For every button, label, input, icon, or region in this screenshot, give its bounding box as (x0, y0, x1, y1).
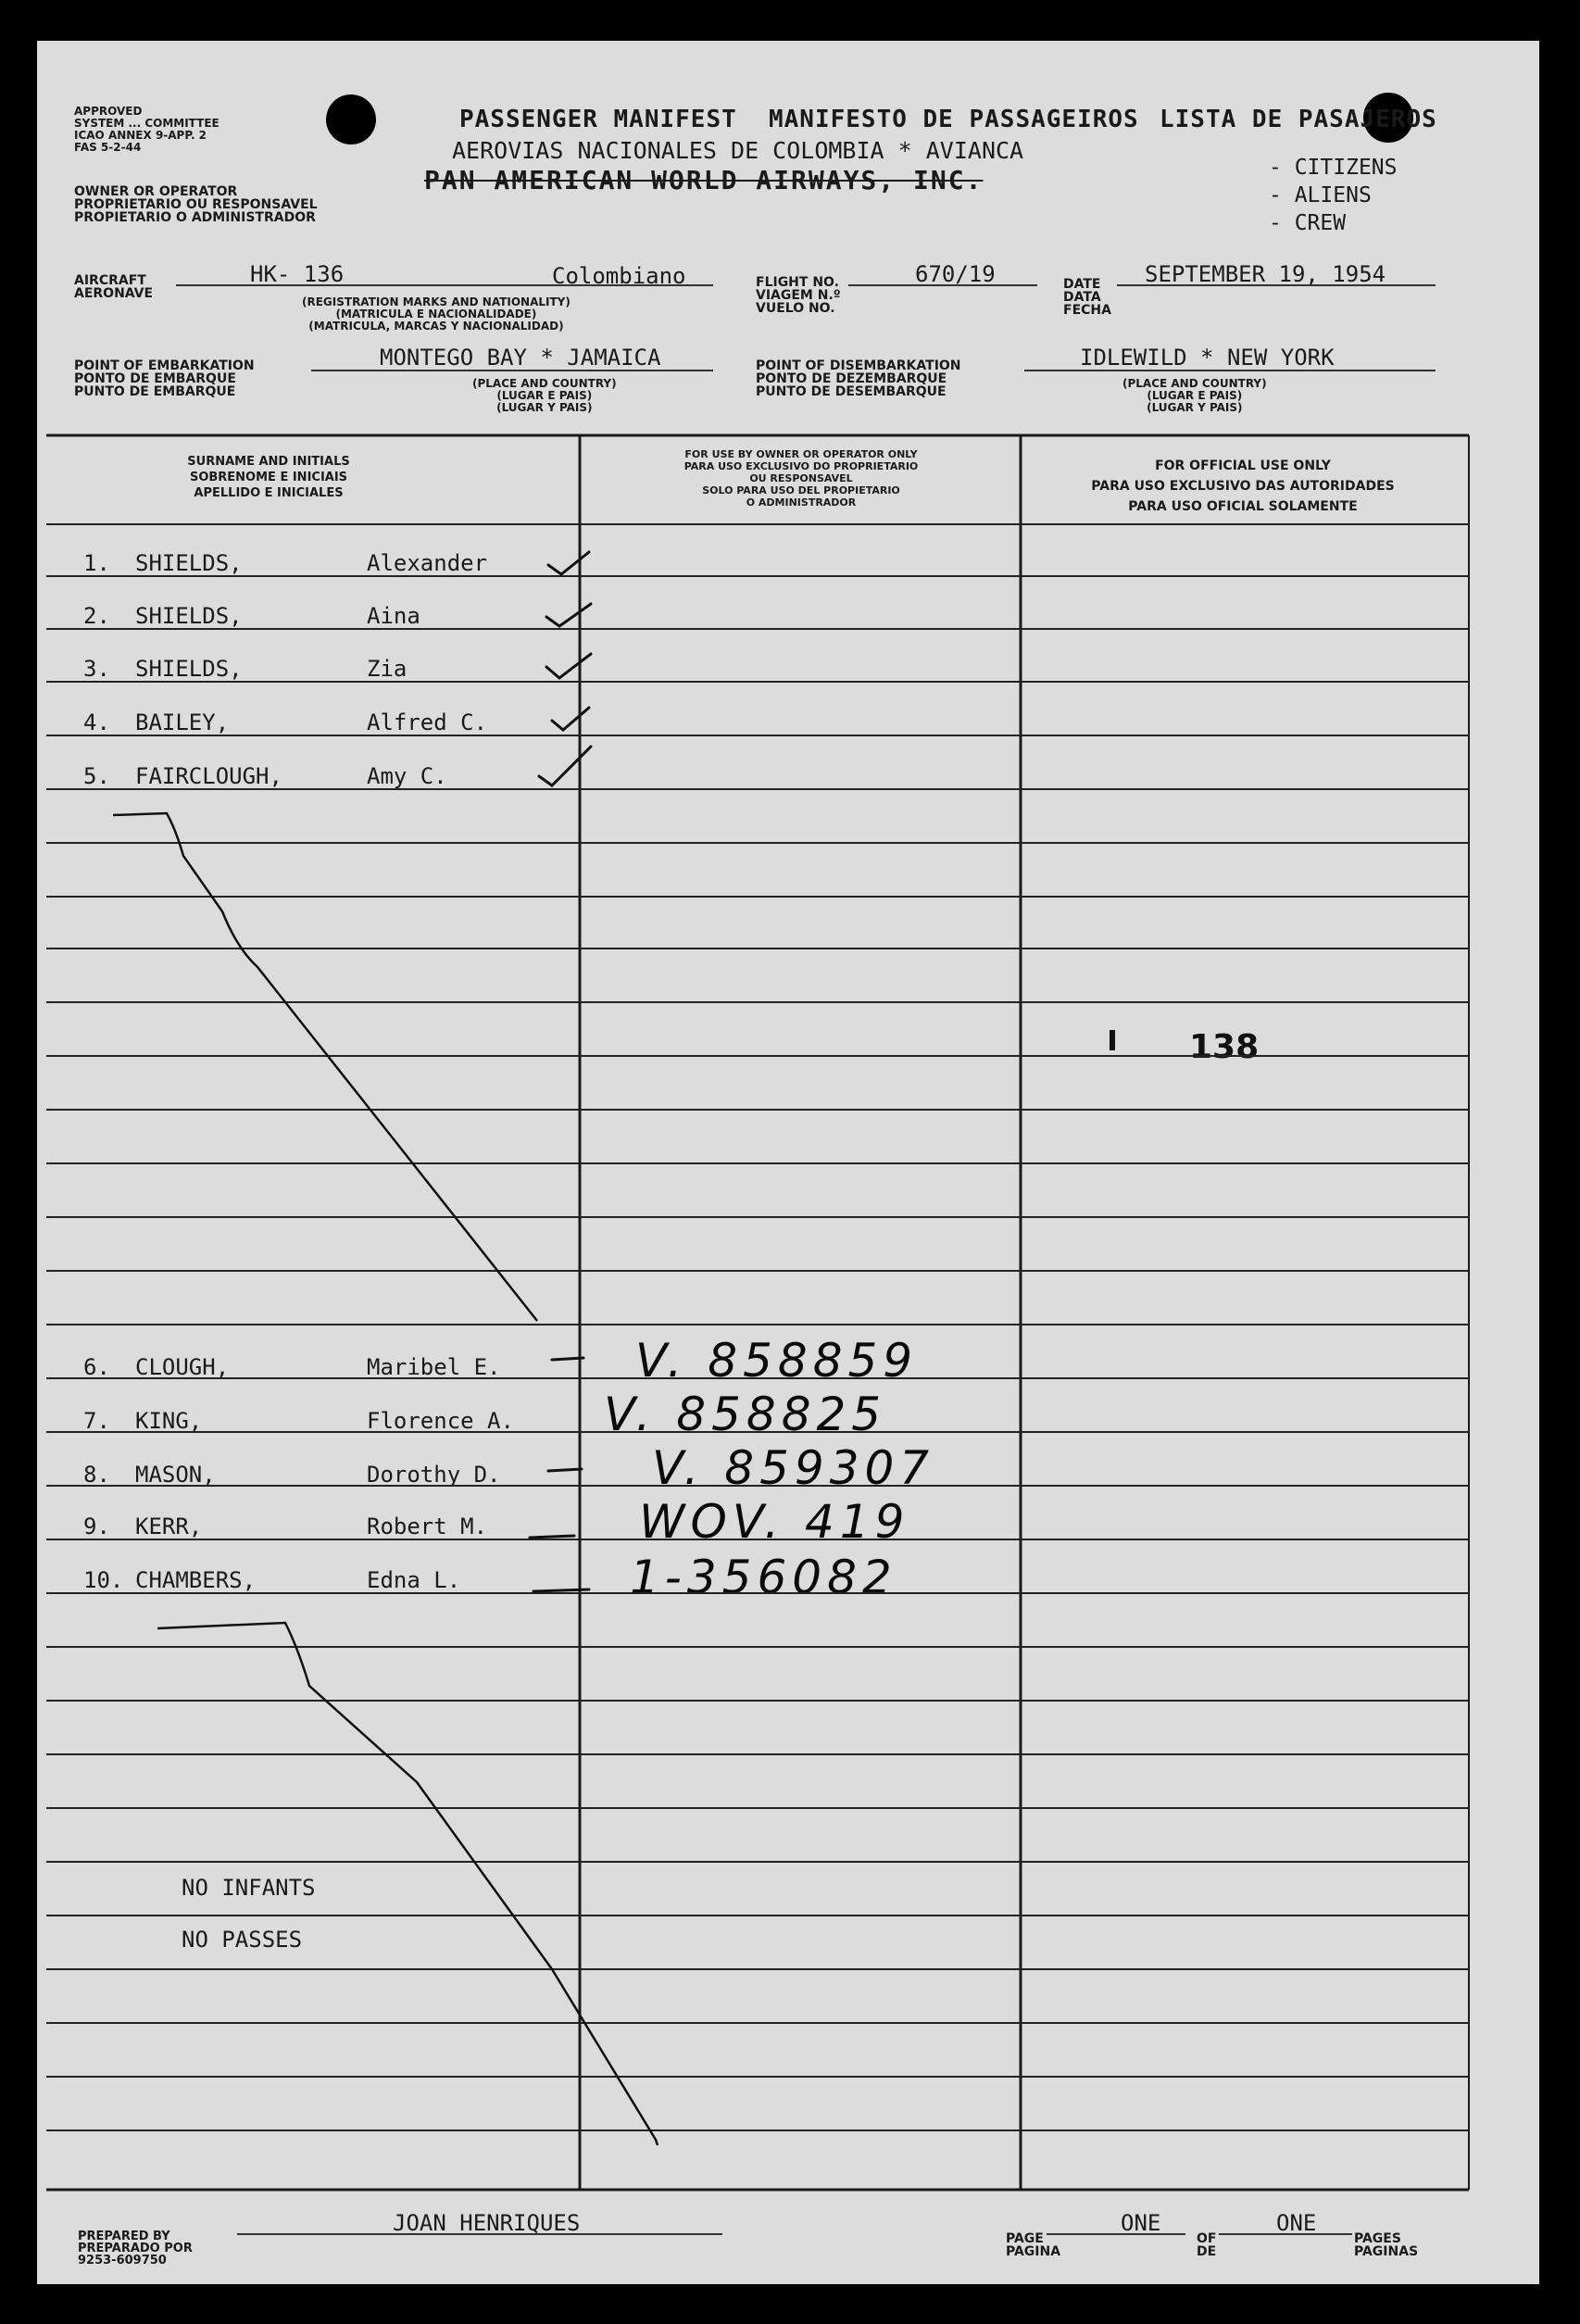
dash-mark (552, 1358, 583, 1360)
column-header-line: SURNAME AND INITIALS (187, 455, 350, 469)
passenger-surname: FAIRCLOUGH, (135, 763, 282, 789)
date-label-line: DATE (1063, 277, 1101, 292)
approval-line: ICAO ANNEX 9-APP. 2 (74, 129, 207, 142)
pages-total: ONE (1276, 2210, 1317, 2236)
pages-label-line: PAGES (1354, 2231, 1401, 2246)
of-label-line: DE (1197, 2244, 1217, 2259)
no-passes-note: NO PASSES (182, 1927, 303, 1953)
embarkation-label-line: PUNTO DE EMBARQUE (74, 384, 236, 399)
strike-line-1 (113, 813, 537, 1321)
form-lines (37, 41, 1539, 2284)
stamp-number: 138 (1189, 1028, 1260, 1066)
check-icon (546, 604, 591, 626)
column-header-line: FOR OFFICIAL USE ONLY (1155, 459, 1331, 473)
passenger-number: 4. (83, 710, 110, 735)
embarkation-label-line: POINT OF EMBARKATION (74, 358, 255, 373)
handwritten-visa-number: V. 859307 (652, 1441, 935, 1495)
passenger-given-name: Dorothy D. (367, 1462, 501, 1488)
column-header-line: SOLO PARA USO DEL PROPIETARIO (702, 484, 900, 496)
column-header-line: OU RESPONSAVEL (749, 472, 853, 484)
column-header-line: PARA USO EXCLUSIVO DAS AUTORIDADES (1091, 479, 1395, 494)
passenger-number: 3. (83, 656, 110, 682)
title-spanish: LISTA DE PASAJEROS (1160, 106, 1437, 133)
disembarkation-label-line: PUNTO DE DESEMBARQUE (756, 384, 947, 399)
column-header-line: PARA USO OFICIAL SOLAMENTE (1128, 499, 1358, 514)
column-header-line: O ADMINISTRADOR (746, 496, 857, 509)
approval-line: SYSTEM ... COMMITTEE (74, 117, 219, 130)
title-english: PASSENGER MANIFEST (459, 106, 737, 133)
check-icon (546, 654, 591, 678)
no-infants-note: NO INFANTS (182, 1875, 316, 1901)
aircraft-caption-line: (MATRICULA E NACIONALIDADE) (335, 308, 537, 320)
place-caption-line: (PLACE AND COUNTRY) (1122, 377, 1267, 390)
handwritten-visa-number: V. 858825 (604, 1388, 887, 1441)
title-portuguese: MANIFESTO DE PASSAGEIROS (769, 106, 1139, 133)
prepared-label-line: 9253-609750 (78, 2254, 167, 2267)
passenger-number: 8. (83, 1462, 110, 1488)
handwritten-visa-number: 1-356082 (630, 1551, 897, 1604)
passenger-number: 10. (83, 1567, 124, 1593)
column-header-line: APELLIDO E INICIALES (194, 486, 344, 500)
passenger-given-name: Florence A. (367, 1408, 514, 1434)
owner-label-line: PROPRIETARIO OU RESPONSAVEL (74, 197, 318, 212)
passenger-given-name: Alfred C. (367, 710, 488, 735)
approval-line: APPROVED (74, 105, 143, 118)
place-caption-line: (LUGAR E PAIS) (496, 389, 593, 402)
prepared-label-line: PREPARED BY (78, 2230, 170, 2243)
check-icon (552, 708, 589, 730)
disembarkation-label-line: PONTO DE DEZEMBARQUE (756, 371, 947, 386)
stamp-mark (1110, 1030, 1115, 1050)
passenger-given-name: Amy C. (367, 763, 447, 789)
passenger-surname: SHIELDS, (135, 550, 243, 576)
owner-label-line: OWNER OR OPERATOR (74, 184, 238, 199)
passenger-number: 9. (83, 1514, 110, 1539)
aircraft-caption-line: (REGISTRATION MARKS AND NATIONALITY) (302, 295, 571, 308)
struck-operator-name: PAN AMERICAN WORLD AIRWAYS, INC. (424, 165, 984, 195)
date-label-line: DATA (1063, 290, 1101, 305)
aircraft-label-line: AERONAVE (74, 286, 154, 301)
place-caption-line: (LUGAR Y PAIS) (496, 401, 593, 414)
flight-label-line: VIAGEM N.º (756, 288, 841, 303)
row-rules (46, 524, 1469, 2130)
passenger-surname: KING, (135, 1408, 203, 1434)
page-number: ONE (1121, 2210, 1161, 2236)
passenger-surname: BAILEY, (135, 710, 230, 735)
strike-lines (113, 813, 658, 2145)
pages-label-line: PAGINAS (1354, 2244, 1419, 2259)
disembarkation-label-line: POINT OF DISEMBARKATION (756, 358, 961, 373)
place-caption-line: (LUGAR Y PAIS) (1147, 401, 1243, 414)
stamp-tick (1110, 1030, 1115, 1050)
status-aliens-label: ALIENS (1294, 183, 1372, 207)
status-citizens-label: CITIZENS (1294, 156, 1398, 180)
dash-mark (548, 1469, 582, 1471)
handwritten-visa-number: WOV. 419 (639, 1495, 910, 1549)
passenger-given-name: Maribel E. (367, 1354, 501, 1380)
flight-date: SEPTEMBER 19, 1954 (1145, 261, 1386, 287)
passenger-surname: MASON, (135, 1462, 216, 1488)
passenger-given-name: Alexander (367, 550, 488, 576)
flight-label-line: FLIGHT NO. (756, 275, 839, 290)
passenger-given-name: Zia (367, 656, 408, 682)
manifest-sheet (37, 41, 1539, 2284)
owner-label-line: PROPIETARIO O ADMINISTRADOR (74, 210, 316, 225)
passenger-surname: KERR, (135, 1514, 203, 1539)
passenger-number: 1. (83, 550, 110, 576)
status-crew: - CREW (1269, 211, 1347, 235)
passenger-given-name: Robert M. (367, 1514, 488, 1539)
passenger-surname: SHIELDS, (135, 603, 243, 629)
embarkation-label-line: PONTO DE EMBARQUE (74, 371, 236, 386)
passenger-number: 5. (83, 763, 110, 789)
passenger-number: 7. (83, 1408, 110, 1434)
operator-name: AEROVIAS NACIONALES DE COLOMBIA * AVIANCA (452, 137, 1024, 164)
handwritten-visa-number: V. 858859 (635, 1334, 919, 1388)
dash-mark (530, 1536, 574, 1538)
column-header-line: PARA USO EXCLUSIVO DO PROPRIETARIO (683, 460, 919, 472)
status-citizens: - CITIZENS (1269, 156, 1398, 180)
passenger-surname: SHIELDS, (135, 656, 243, 682)
page-label-line: PAGE (1006, 2231, 1044, 2246)
place-caption-line: (LUGAR E PAIS) (1147, 389, 1243, 402)
column-header-line: FOR USE BY OWNER OR OPERATOR ONLY (684, 448, 918, 460)
aircraft-name: Colombiano (552, 263, 686, 289)
checkmarks (539, 552, 591, 785)
prepared-by-name: JOAN HENRIQUES (393, 2210, 581, 2236)
status-aliens: - ALIENS (1269, 183, 1372, 207)
flight-number: 670/19 (915, 261, 996, 287)
check-icon (539, 747, 591, 785)
check-icon (548, 552, 589, 574)
prepared-label-line: PREPARADO POR (78, 2242, 193, 2255)
passenger-given-name: Edna L. (367, 1567, 461, 1593)
passenger-surname: CHAMBERS, (135, 1567, 257, 1593)
embarkation-point: MONTEGO BAY * JAMAICA (380, 345, 661, 371)
approval-line: FAS 5-2-44 (74, 141, 142, 154)
disembarkation-point: IDLEWILD * NEW YORK (1080, 345, 1335, 371)
aircraft-registration: HK- 136 (250, 261, 345, 287)
date-label-line: FECHA (1063, 303, 1111, 318)
aircraft-caption-line: (MATRICULA, MARCAS Y NACIONALIDAD) (308, 320, 564, 333)
of-label-line: OF (1197, 2231, 1217, 2246)
dash-mark (533, 1589, 589, 1591)
passenger-number: 2. (83, 603, 110, 629)
status-crew-label: CREW (1294, 211, 1347, 235)
passenger-number: 6. (83, 1354, 110, 1380)
passenger-given-name: Aina (367, 603, 420, 629)
column-header-line: SOBRENOME E INICIAIS (189, 471, 348, 484)
aircraft-label-line: AIRCRAFT (74, 273, 146, 288)
passenger-surname: CLOUGH, (135, 1354, 230, 1380)
flight-label-line: VUELO NO. (756, 301, 835, 316)
place-caption-line: (PLACE AND COUNTRY) (472, 377, 617, 390)
page-label-line: PAGINA (1006, 2244, 1061, 2259)
